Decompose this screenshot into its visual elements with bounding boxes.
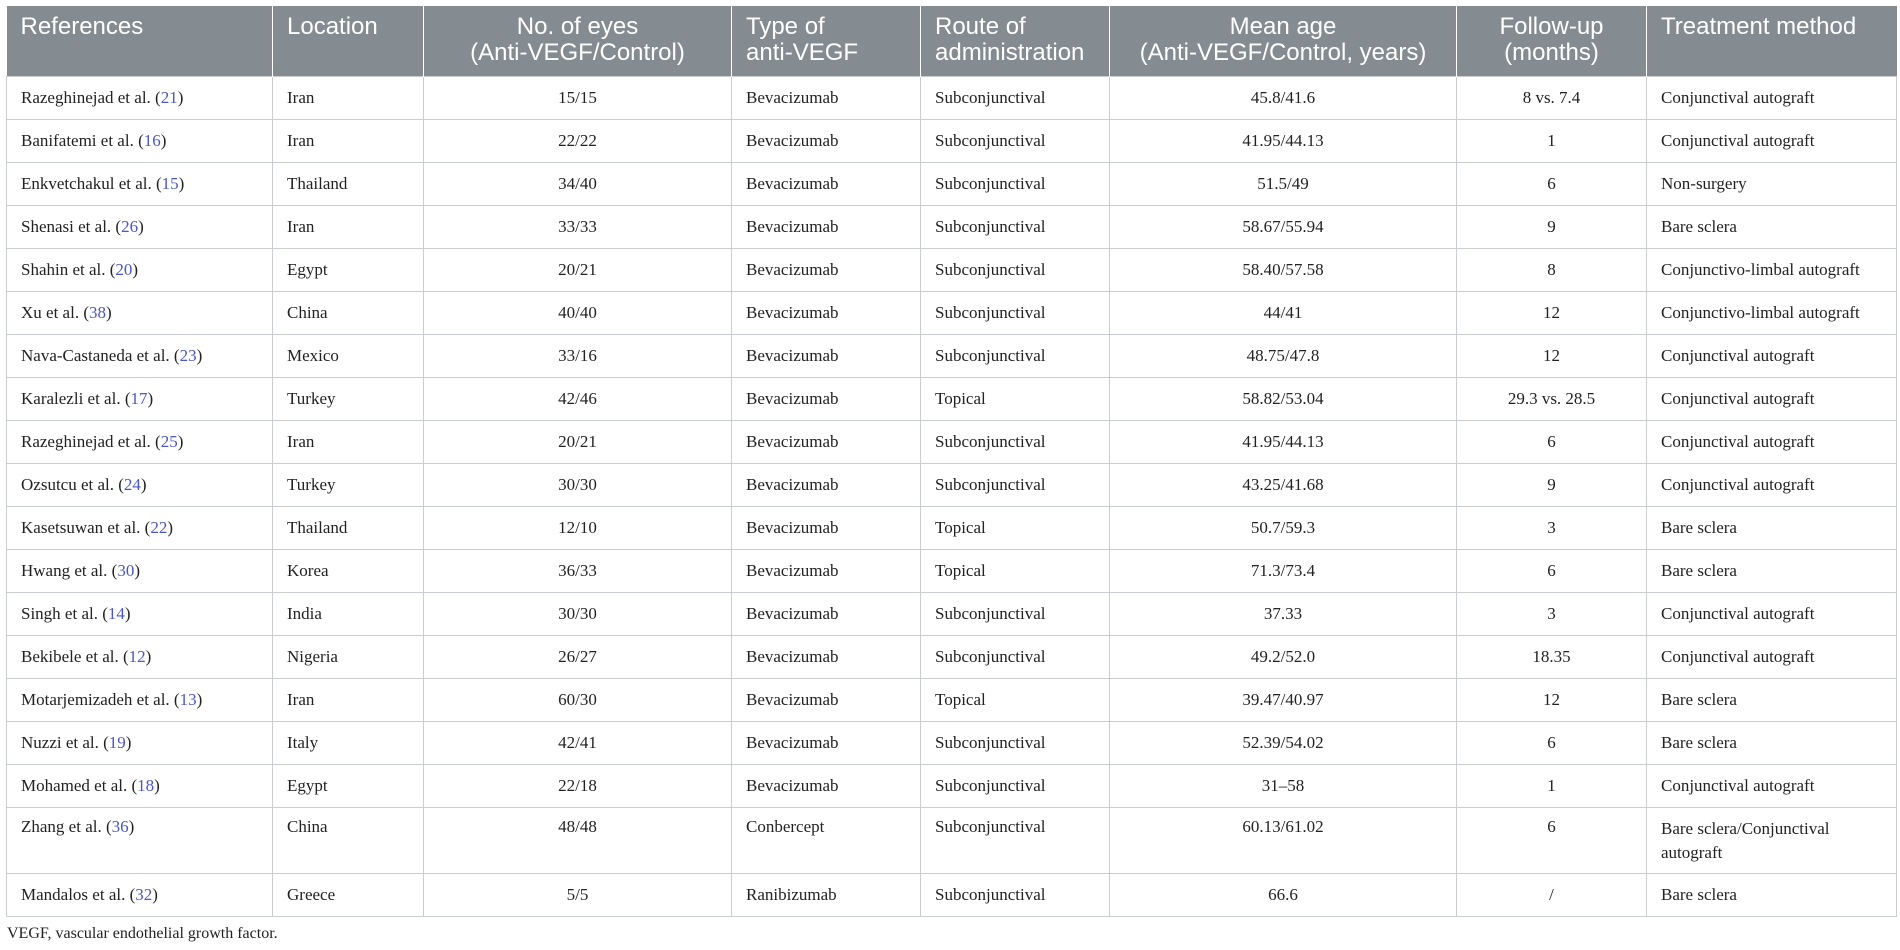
reference-author: Singh et al. ( <box>21 603 108 623</box>
cell-age: 44/41 <box>1110 291 1457 334</box>
cell-treatment: Bare sclera <box>1647 873 1897 916</box>
header-followup <box>1457 6 1647 76</box>
cell-location: Iran <box>273 420 424 463</box>
reference-close-paren: ) <box>124 603 131 623</box>
cell-treatment: Non-surgery <box>1647 162 1897 205</box>
cell-eyes: 36/33 <box>424 549 732 592</box>
cell-route: Subconjunctival <box>921 162 1110 205</box>
cell-followup: 12 <box>1457 334 1647 377</box>
reference-number-link[interactable]: 21 <box>160 87 178 107</box>
cell-eyes: 33/33 <box>424 205 732 248</box>
cell-location: Thailand <box>273 506 424 549</box>
cell-reference <box>7 205 273 248</box>
cell-type: Bevacizumab <box>732 506 921 549</box>
cell-age: 66.6 <box>1110 873 1457 916</box>
cell-reference <box>7 334 273 377</box>
reference-author: Bekibele et al. ( <box>21 646 129 666</box>
cell-age: 37.33 <box>1110 592 1457 635</box>
table-row <box>7 678 1897 721</box>
reference-number-link[interactable]: 24 <box>123 474 141 494</box>
cell-type: Bevacizumab <box>732 119 921 162</box>
cell-eyes: 26/27 <box>424 635 732 678</box>
cell-treatment: Conjunctivo-limbal autograft <box>1647 248 1897 291</box>
table-header <box>7 6 1897 76</box>
cell-treatment: Conjunctival autograft <box>1647 635 1897 678</box>
table-row <box>7 119 1897 162</box>
cell-location: Thailand <box>273 162 424 205</box>
cell-followup: 9 <box>1457 205 1647 248</box>
cell-age: 52.39/54.02 <box>1110 721 1457 764</box>
table-row <box>7 764 1897 807</box>
cell-reference <box>7 119 273 162</box>
reference-author: Ozsutcu et al. ( <box>21 474 124 494</box>
reference-close-paren: ) <box>147 388 154 408</box>
cell-type: Bevacizumab <box>732 764 921 807</box>
cell-type: Bevacizumab <box>732 76 921 119</box>
cell-type: Ranibizumab <box>732 873 921 916</box>
cell-location: Iran <box>273 76 424 119</box>
cell-reference <box>7 506 273 549</box>
reference-number-link[interactable]: 26 <box>121 216 139 236</box>
cell-location: China <box>273 807 424 873</box>
reference-author: Nava-Castaneda et al. ( <box>21 345 180 365</box>
cell-age: 41.95/44.13 <box>1110 119 1457 162</box>
cell-eyes: 42/46 <box>424 377 732 420</box>
reference-close-paren: ) <box>196 689 203 709</box>
cell-eyes: 20/21 <box>424 420 732 463</box>
reference-author: Hwang et al. ( <box>21 560 118 580</box>
reference-number-link[interactable]: 16 <box>143 130 161 150</box>
cell-eyes: 22/22 <box>424 119 732 162</box>
header-treatment-label: Treatment method <box>1661 13 1857 40</box>
cell-reference <box>7 291 273 334</box>
cell-route: Subconjunctival <box>921 463 1110 506</box>
cell-reference <box>7 807 273 873</box>
cell-route: Topical <box>921 678 1110 721</box>
header-eyes-line1: No. of eyes <box>516 13 639 40</box>
cell-type: Bevacizumab <box>732 377 921 420</box>
cell-eyes: 20/21 <box>424 248 732 291</box>
cell-followup: 1 <box>1457 119 1647 162</box>
reference-number-link[interactable]: 25 <box>160 431 178 451</box>
reference-author: Karalezli et al. ( <box>21 388 131 408</box>
cell-route: Topical <box>921 377 1110 420</box>
table-row <box>7 291 1897 334</box>
cell-type: Bevacizumab <box>732 291 921 334</box>
cell-type: Bevacizumab <box>732 420 921 463</box>
reference-number-link[interactable]: 18 <box>137 775 155 795</box>
cell-followup: 9 <box>1457 463 1647 506</box>
cell-followup: 12 <box>1457 291 1647 334</box>
cell-type: Bevacizumab <box>732 721 921 764</box>
cell-route: Subconjunctival <box>921 205 1110 248</box>
cell-route: Topical <box>921 506 1110 549</box>
reference-author: Razeghinejad et al. ( <box>21 87 161 107</box>
reference-close-paren: ) <box>178 173 185 193</box>
cell-location: Korea <box>273 549 424 592</box>
cell-eyes: 30/30 <box>424 592 732 635</box>
cell-eyes: 33/16 <box>424 334 732 377</box>
cell-route: Subconjunctival <box>921 291 1110 334</box>
reference-number-link[interactable]: 19 <box>108 732 126 752</box>
reference-number-link[interactable]: 20 <box>115 259 133 279</box>
reference-number-link[interactable]: 38 <box>88 302 106 322</box>
cell-followup: 6 <box>1457 420 1647 463</box>
cell-route: Subconjunctival <box>921 764 1110 807</box>
header-type-line1: Type of <box>746 13 825 40</box>
cell-age: 58.82/53.04 <box>1110 377 1457 420</box>
cell-location: Turkey <box>273 377 424 420</box>
reference-author: Zhang et al. ( <box>21 816 112 836</box>
cell-followup: 6 <box>1457 721 1647 764</box>
cell-location: Egypt <box>273 764 424 807</box>
table-row <box>7 506 1897 549</box>
reference-close-paren: ) <box>196 345 203 365</box>
table-row <box>7 807 1897 873</box>
cell-treatment: Conjunctival autograft <box>1647 76 1897 119</box>
header-type <box>732 6 921 76</box>
reference-close-paren: ) <box>128 816 135 836</box>
cell-age: 50.7/59.3 <box>1110 506 1457 549</box>
header-route-line1: Route of <box>935 13 1026 40</box>
header-row <box>7 6 1897 76</box>
header-type-line2: anti-VEGF <box>746 39 859 66</box>
cell-age: 71.3/73.4 <box>1110 549 1457 592</box>
table-row <box>7 549 1897 592</box>
cell-eyes: 15/15 <box>424 76 732 119</box>
cell-reference <box>7 76 273 119</box>
cell-eyes: 40/40 <box>424 291 732 334</box>
header-route-line2: administration <box>935 39 1085 66</box>
table-footnote: VEGF, vascular endothelial growth factor. <box>7 925 278 942</box>
reference-number-link[interactable]: 13 <box>179 689 197 709</box>
reference-close-paren: ) <box>105 302 112 322</box>
cell-reference <box>7 549 273 592</box>
reference-author: Razeghinejad et al. ( <box>21 431 161 451</box>
cell-age: 58.40/57.58 <box>1110 248 1457 291</box>
cell-followup: 3 <box>1457 506 1647 549</box>
header-age-line2: (Anti-VEGF/Control, years) <box>1139 39 1427 66</box>
header-followup-line1: Follow-up <box>1499 13 1604 40</box>
reference-author: Motarjemizadeh et al. ( <box>21 689 180 709</box>
reference-number-link[interactable]: 17 <box>130 388 148 408</box>
cell-treatment: Conjunctival autograft <box>1647 377 1897 420</box>
cell-treatment: Conjunctival autograft <box>1647 764 1897 807</box>
reference-number-link[interactable]: 12 <box>128 646 146 666</box>
header-references-label: References <box>20 13 144 40</box>
cell-treatment: Bare sclera <box>1647 678 1897 721</box>
reference-author: Kasetsuwan et al. ( <box>21 517 151 537</box>
reference-close-paren: ) <box>132 259 139 279</box>
cell-location: Egypt <box>273 248 424 291</box>
studies-table <box>6 6 1897 917</box>
table-row <box>7 592 1897 635</box>
table-row <box>7 205 1897 248</box>
cell-type: Bevacizumab <box>732 205 921 248</box>
cell-route: Subconjunctival <box>921 635 1110 678</box>
cell-eyes: 30/30 <box>424 463 732 506</box>
header-location-label: Location <box>287 13 378 40</box>
reference-author: Banifatemi et al. ( <box>21 130 144 150</box>
header-age-line1: Mean age <box>1229 13 1337 40</box>
cell-age: 43.25/41.68 <box>1110 463 1457 506</box>
table-row <box>7 873 1897 916</box>
reference-author: Mandalos et al. ( <box>21 884 136 904</box>
cell-treatment: Bare sclera <box>1647 506 1897 549</box>
reference-close-paren: ) <box>160 130 167 150</box>
cell-treatment: Bare sclera <box>1647 721 1897 764</box>
cell-location: Iran <box>273 678 424 721</box>
reference-number-link[interactable]: 23 <box>179 345 197 365</box>
cell-eyes: 60/30 <box>424 678 732 721</box>
reference-close-paren: ) <box>140 474 147 494</box>
cell-followup: 29.3 vs. 28.5 <box>1457 377 1647 420</box>
header-references <box>7 6 273 76</box>
cell-reference <box>7 162 273 205</box>
cell-followup: / <box>1457 873 1647 916</box>
cell-followup: 8 <box>1457 248 1647 291</box>
cell-eyes: 22/18 <box>424 764 732 807</box>
cell-type: Bevacizumab <box>732 678 921 721</box>
cell-reference <box>7 678 273 721</box>
cell-followup: 1 <box>1457 764 1647 807</box>
cell-type: Bevacizumab <box>732 162 921 205</box>
reference-close-paren: ) <box>154 775 160 795</box>
table-row <box>7 463 1897 506</box>
reference-author: Mohamed et al. ( <box>21 775 138 795</box>
cell-followup: 6 <box>1457 807 1647 873</box>
reference-number-link[interactable]: 36 <box>111 816 129 836</box>
cell-type: Bevacizumab <box>732 549 921 592</box>
cell-route: Subconjunctival <box>921 334 1110 377</box>
header-followup-line2: (months) <box>1504 39 1599 66</box>
studies-table-container <box>6 6 1896 917</box>
cell-type: Bevacizumab <box>732 334 921 377</box>
cell-location: Turkey <box>273 463 424 506</box>
cell-age: 51.5/49 <box>1110 162 1457 205</box>
reference-number-link[interactable]: 14 <box>107 603 125 623</box>
reference-number-link[interactable]: 22 <box>150 517 168 537</box>
table-row <box>7 377 1897 420</box>
cell-age: 58.67/55.94 <box>1110 205 1457 248</box>
cell-reference <box>7 873 273 916</box>
cell-location: Iran <box>273 119 424 162</box>
cell-location: Greece <box>273 873 424 916</box>
cell-type: Bevacizumab <box>732 463 921 506</box>
cell-age: 39.47/40.97 <box>1110 678 1457 721</box>
header-eyes-line2: (Anti-VEGF/Control) <box>470 39 685 66</box>
header-eyes <box>424 6 732 76</box>
cell-route: Subconjunctival <box>921 873 1110 916</box>
table-body <box>7 76 1897 916</box>
reference-close-paren: ) <box>152 884 158 904</box>
cell-eyes: 5/5 <box>424 873 732 916</box>
cell-followup: 3 <box>1457 592 1647 635</box>
reference-close-paren: ) <box>138 216 144 236</box>
cell-type: Bevacizumab <box>732 592 921 635</box>
table-row <box>7 635 1897 678</box>
reference-number-link[interactable]: 32 <box>135 884 153 904</box>
cell-location: Italy <box>273 721 424 764</box>
cell-followup: 6 <box>1457 549 1647 592</box>
cell-reference <box>7 635 273 678</box>
reference-author: Enkvetchakul et al. ( <box>21 173 162 193</box>
cell-reference <box>7 764 273 807</box>
reference-close-paren: ) <box>125 732 132 752</box>
cell-reference <box>7 721 273 764</box>
cell-followup: 18.35 <box>1457 635 1647 678</box>
reference-close-paren: ) <box>145 646 152 666</box>
cell-age: 41.95/44.13 <box>1110 420 1457 463</box>
reference-close-paren: ) <box>134 560 140 580</box>
cell-treatment: Conjunctival autograft <box>1647 463 1897 506</box>
cell-reference <box>7 248 273 291</box>
header-treatment <box>1647 6 1897 76</box>
reference-author: Shahin et al. ( <box>21 259 116 279</box>
cell-route: Subconjunctival <box>921 119 1110 162</box>
cell-treatment: Bare sclera <box>1647 205 1897 248</box>
cell-location: Nigeria <box>273 635 424 678</box>
cell-treatment: Conjunctival autograft <box>1647 119 1897 162</box>
cell-followup: 12 <box>1457 678 1647 721</box>
cell-eyes: 48/48 <box>424 807 732 873</box>
cell-reference <box>7 420 273 463</box>
reference-author: Shenasi et al. ( <box>21 216 122 236</box>
header-location <box>273 6 424 76</box>
cell-location: Iran <box>273 205 424 248</box>
reference-author: Xu et al. ( <box>21 302 89 322</box>
cell-eyes: 12/10 <box>424 506 732 549</box>
cell-route: Subconjunctival <box>921 76 1110 119</box>
cell-route: Subconjunctival <box>921 807 1110 873</box>
table-row <box>7 76 1897 119</box>
cell-followup: 6 <box>1457 162 1647 205</box>
cell-type: Bevacizumab <box>732 635 921 678</box>
table-row <box>7 248 1897 291</box>
cell-eyes: 34/40 <box>424 162 732 205</box>
cell-treatment: Conjunctivo-limbal autograft <box>1647 291 1897 334</box>
cell-age: 31–58 <box>1110 764 1457 807</box>
table-row <box>7 162 1897 205</box>
reference-number-link[interactable]: 15 <box>161 173 179 193</box>
cell-route: Subconjunctival <box>921 420 1110 463</box>
cell-treatment: Bare sclera/Conjunctival autograft <box>1647 807 1897 873</box>
table-row <box>7 420 1897 463</box>
cell-location: China <box>273 291 424 334</box>
cell-treatment: Conjunctival autograft <box>1647 592 1897 635</box>
cell-reference <box>7 377 273 420</box>
cell-route: Subconjunctival <box>921 721 1110 764</box>
cell-route: Subconjunctival <box>921 592 1110 635</box>
reference-author: Nuzzi et al. ( <box>21 732 109 752</box>
header-age <box>1110 6 1457 76</box>
cell-treatment: Bare sclera <box>1647 549 1897 592</box>
reference-close-paren: ) <box>177 431 184 451</box>
table-row <box>7 334 1897 377</box>
cell-route: Topical <box>921 549 1110 592</box>
cell-reference <box>7 463 273 506</box>
cell-eyes: 42/41 <box>424 721 732 764</box>
cell-route: Subconjunctival <box>921 248 1110 291</box>
reference-close-paren: ) <box>167 517 174 537</box>
reference-number-link[interactable]: 30 <box>117 560 135 580</box>
cell-location: Mexico <box>273 334 424 377</box>
cell-followup: 8 vs. 7.4 <box>1457 76 1647 119</box>
cell-treatment: Conjunctival autograft <box>1647 334 1897 377</box>
header-route <box>921 6 1110 76</box>
table-row <box>7 721 1897 764</box>
cell-location: India <box>273 592 424 635</box>
cell-treatment: Conjunctival autograft <box>1647 420 1897 463</box>
cell-age: 45.8/41.6 <box>1110 76 1457 119</box>
reference-close-paren: ) <box>177 87 184 107</box>
cell-type: Bevacizumab <box>732 248 921 291</box>
cell-age: 48.75/47.8 <box>1110 334 1457 377</box>
cell-reference <box>7 592 273 635</box>
cell-age: 49.2/52.0 <box>1110 635 1457 678</box>
cell-age: 60.13/61.02 <box>1110 807 1457 873</box>
cell-type: Conbercept <box>732 807 921 873</box>
